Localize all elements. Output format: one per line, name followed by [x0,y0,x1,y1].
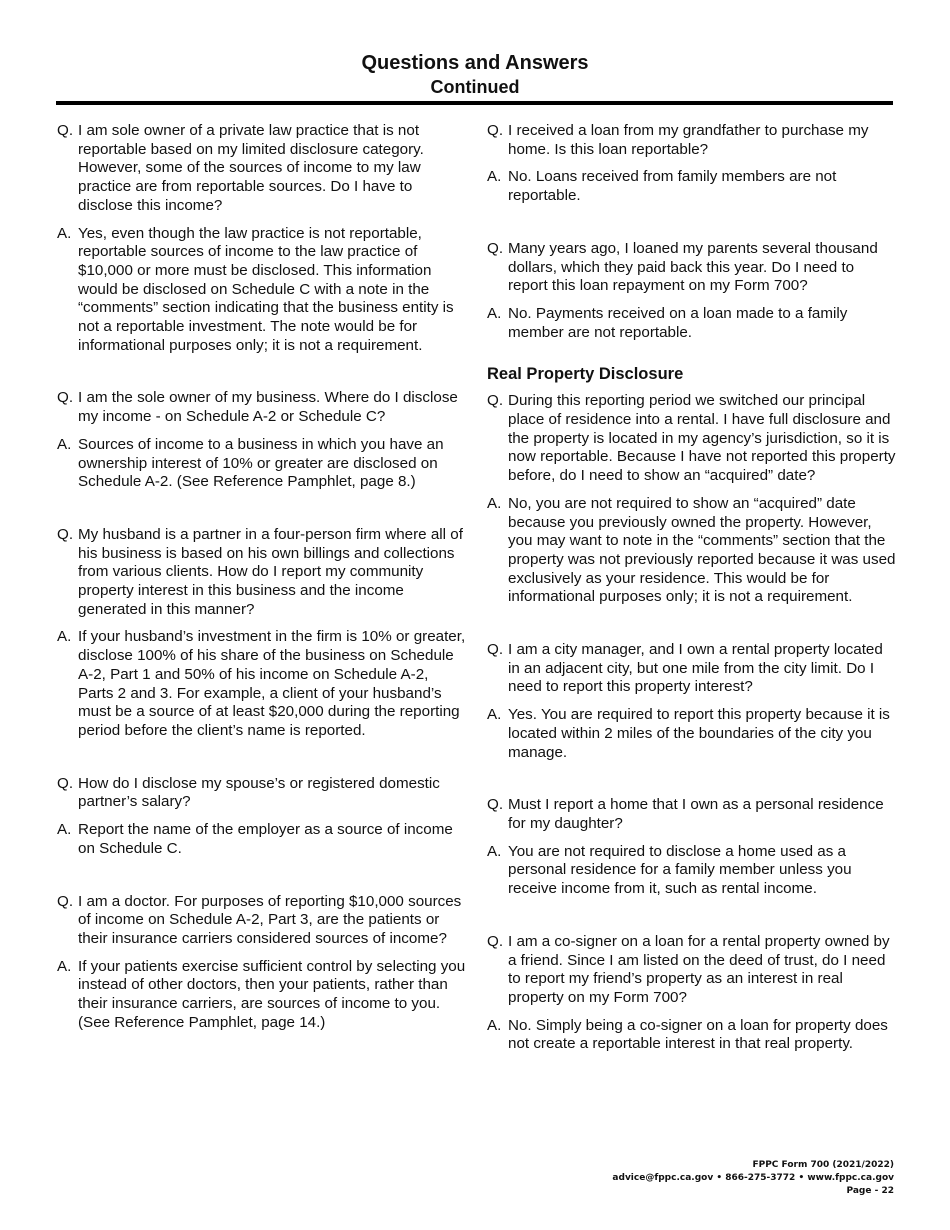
answer [487,706,897,762]
qa-item [487,933,897,1054]
question-label: Q. [487,392,504,410]
answer-label: A. [57,224,72,242]
qa-item [487,240,897,343]
question [57,893,467,949]
question [487,240,897,296]
answer [57,436,467,492]
answer-label: A. [487,706,502,724]
page-header [0,50,950,98]
answer-text: If your husband’s investment in the firm is 10% or greater, disclose 100% of his share of the business on Schedule A-2, Part 1 and 50% of his income on Schedule A-2, Parts 2 and 3. For example, a client of your husband’s must be a source of at least $20,000 during the reporting period before the client’s name is reported. [78,628,466,739]
question-label: Q. [487,796,504,814]
page-number: Page - 22 [846,1186,894,1196]
question-text: Many years ago, I loaned my parents several thousand dollars, which they paid back this year. Do I need to report this loan repayment on my Form 700? [508,239,878,295]
answer [487,1017,897,1054]
question-text: I am a doctor. For purposes of reporting $10,000 sources of income on Schedule A-2, Part 3, are the patients or their insurance carriers considered sources of income? [78,892,462,947]
answer-label: A. [487,168,502,186]
qa-item [57,775,467,859]
answer-text: No. Loans received from family members are not reportable. [508,168,837,205]
answer-label: A. [57,628,72,646]
qa-item [57,526,467,741]
qa-item [57,389,467,492]
answer-label: A. [487,1016,502,1034]
question-label: Q. [57,774,74,792]
question-label: Q. [57,892,74,910]
answer-text: Yes. You are required to report this property because it is located within 2 miles of the boundaries of the city you manage. [508,706,890,761]
question-text: My husband is a partner in a four-person firm where all of his business is based on his own billings and collections from various clients. How do I report my community property interest in this business and the income generated in this manner? [78,525,463,618]
answer-label: A. [57,435,72,453]
header-divider [56,101,893,105]
answer-label: A. [487,842,502,860]
answer-label: A. [57,957,72,975]
qa-item [57,893,467,1033]
question-label: Q. [487,932,504,950]
answer-text: Sources of income to a business in which you have an ownership interest of 10% or greater are disclosed on Schedule A-2. (See Reference Pamphlet, page 8.) [78,435,444,491]
answer-text: No. Payments received on a loan made to a family member are not reportable. [508,304,848,341]
qa-item [487,796,897,899]
qa-item [487,122,897,206]
form-identifier: FPPC Form 700 (2021/2022) [752,1160,894,1170]
question-label: Q. [487,239,504,257]
answer-text: Yes, even though the law practice is not reportable, reportable sources of income to the law practice of $10,000 or more must be disclosed. This information would be disclosed on Schedule C with a note in the “comments” section indicating that the business entity is not a reportable investment. The note would be for informational purposes only; it is not a requirement. [78,224,454,354]
answer [487,168,897,205]
question [57,526,467,620]
answer [487,305,897,342]
question-text: I received a loan from my grandfather to purchase my home. Is this loan reportable? [508,122,869,158]
qa-item [487,641,897,762]
answer-label: A. [57,821,72,839]
question [487,392,897,486]
answer-text: If your patients exercise sufficient control by selecting you instead of other doctors, then your patients, rather than their insurance carriers, are sources of income to you. (See Reference Pamphlet, page 14.) [78,957,466,1031]
answer-text: You are not required to disclose a home used as a personal residence for a family member unless you receive income from it, such as rental income. [508,842,852,898]
answer-text: No, you are not required to show an “acquired” date because you previously owned the property. However, you may want to note in the “comments” section that the property was not previously reported because it was used exclusively as your residence. This would be for informational purposes only; it is not a requirement. [508,494,896,606]
right-column [487,122,897,1088]
answer-label: A. [487,304,502,322]
question-text: I am a co-signer on a loan for a rental property owned by a friend. Since I am listed on the deed of trust, do I need to report my friend’s property as an interest in real property on my Form 700? [508,932,890,1006]
answer [487,843,897,899]
qa-item [57,122,467,355]
question [57,389,467,426]
section-heading: Real Property Disclosure [487,365,684,384]
question-label: Q. [487,641,504,659]
page-title: Questions and Answers [361,52,589,74]
answer [57,628,467,740]
question [487,796,897,833]
question-text: How do I disclose my spouse’s or registered domestic partner’s salary? [78,774,440,811]
question [487,122,897,159]
answer [57,821,467,858]
qa-item [487,392,897,607]
question [487,933,897,1008]
question [487,641,897,697]
answer-label: A. [487,494,502,512]
question-text: I am a city manager, and I own a rental property located in an adjacent city, but one mile from the city limit. Do I need to report this property interest? [508,641,883,696]
question-text: I am the sole owner of my business. Where do I disclose my income - on Schedule A-2 or Schedule C? [78,389,458,426]
answer-text: Report the name of the employer as a source of income on Schedule C. [78,821,453,857]
question-label: Q. [57,122,74,139]
answer [57,958,467,1033]
answer [487,495,897,607]
question-label: Q. [487,122,504,139]
question [57,775,467,812]
question-text: During this reporting period we switched our principal place of residence into a rental. I have full disclosure and the property is located in my agency’s jurisdiction, so it is now reportable. Because I have not reported this property before, do I need to show an “acquired” date? [508,392,896,485]
page-subtitle: Continued [430,77,520,97]
question-text: Must I report a home that I own as a personal residence for my daughter? [508,796,884,832]
question-text: I am sole owner of a private law practice that is not reportable based on my limited disclosure category. However, some of the sources of income to my law practice are from reportable sources. Do I have to disclose this income? [78,122,424,214]
left-column [57,122,467,1066]
answer [57,225,467,356]
question-label: Q. [57,525,74,543]
question-label: Q. [57,389,74,407]
answer-text: No. Simply being a co-signer on a loan for property does not create a reportable interest in that real property. [508,1016,888,1053]
question [57,122,467,216]
page-footer [612,1159,894,1198]
contact-line: advice@fppc.ca.gov • 866-275-3772 • www.fppc.ca.gov [612,1173,894,1183]
